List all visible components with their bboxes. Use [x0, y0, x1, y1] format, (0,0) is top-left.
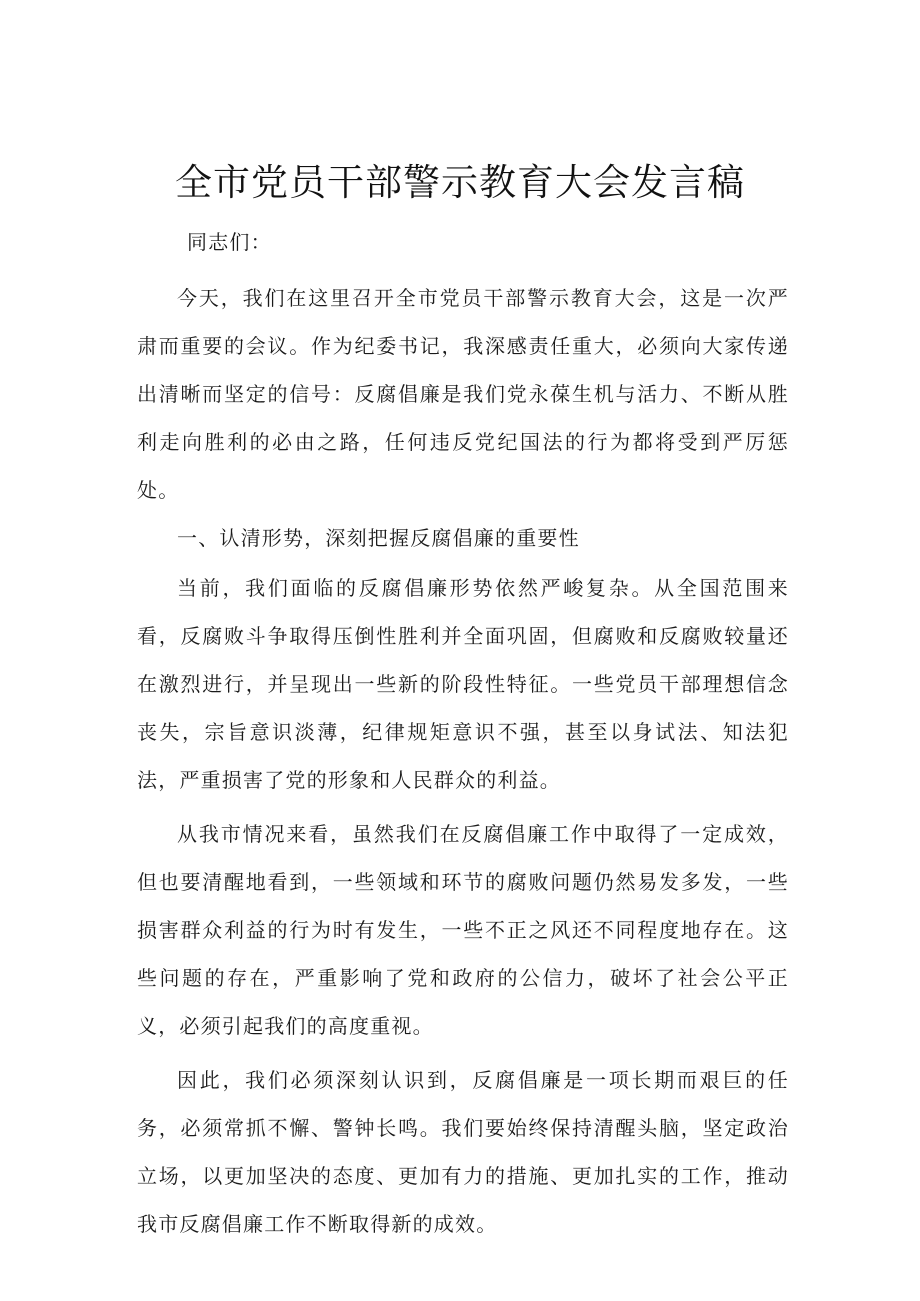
intro-paragraph: 今天，我们在这里召开全市党员干部警示教育大会，这是一次严肃而重要的会议。作为纪委书记，我深感责任重大，必须向大家传递出清晰而坚定的信号：反腐倡廉是我们党永葆生机与活力、不断从胜利走向胜利的必由之路，任何违反党纪国法的行为都将受到严厉惩处。 — [137, 286, 789, 502]
body-paragraph: 当前，我们面临的反腐倡廉形势依然严峻复杂。从全国范围来看，反腐败斗争取得压倒性胜利并全面巩固，但腐败和反腐败较量还在激烈进行，并呈现出一些新的阶段性特征。一些党员干部理想信念丧失，宗旨意识淡薄，纪律规矩意识不强，甚至以身试法、知法犯法，严重损害了党的形象和人民群众的利益。 — [137, 576, 789, 792]
document-title: 全市党员干部警示教育大会发言稿 — [175, 161, 745, 204]
body-paragraph: 从我市情况来看，虽然我们在反腐倡廉工作中取得了一定成效，但也要清醒地看到，一些领域和环节的腐败问题仍然易发多发，一些损害群众利益的行为时有发生，一些不正之风还不同程度地存在。这些问题的存在，严重影响了党和政府的公信力，破坏了社会公平正义，必须引起我们的高度重视。 — [137, 822, 789, 1038]
document-body — [137, 218, 789, 1248]
body-paragraph: 因此，我们必须深刻认识到，反腐倡廉是一项长期而艰巨的任务，必须常抓不懈、警钟长鸣。我们要始终保持清醒头脑，坚定政治立场，以更加坚决的态度、更加有力的措施、更加扎实的工作，推动我市反腐倡廉工作不断取得新的成效。 — [137, 1068, 789, 1236]
greeting: 同志们： — [187, 230, 272, 254]
section-heading: 一、认清形势，深刻把握反腐倡廉的重要性 — [177, 526, 580, 550]
